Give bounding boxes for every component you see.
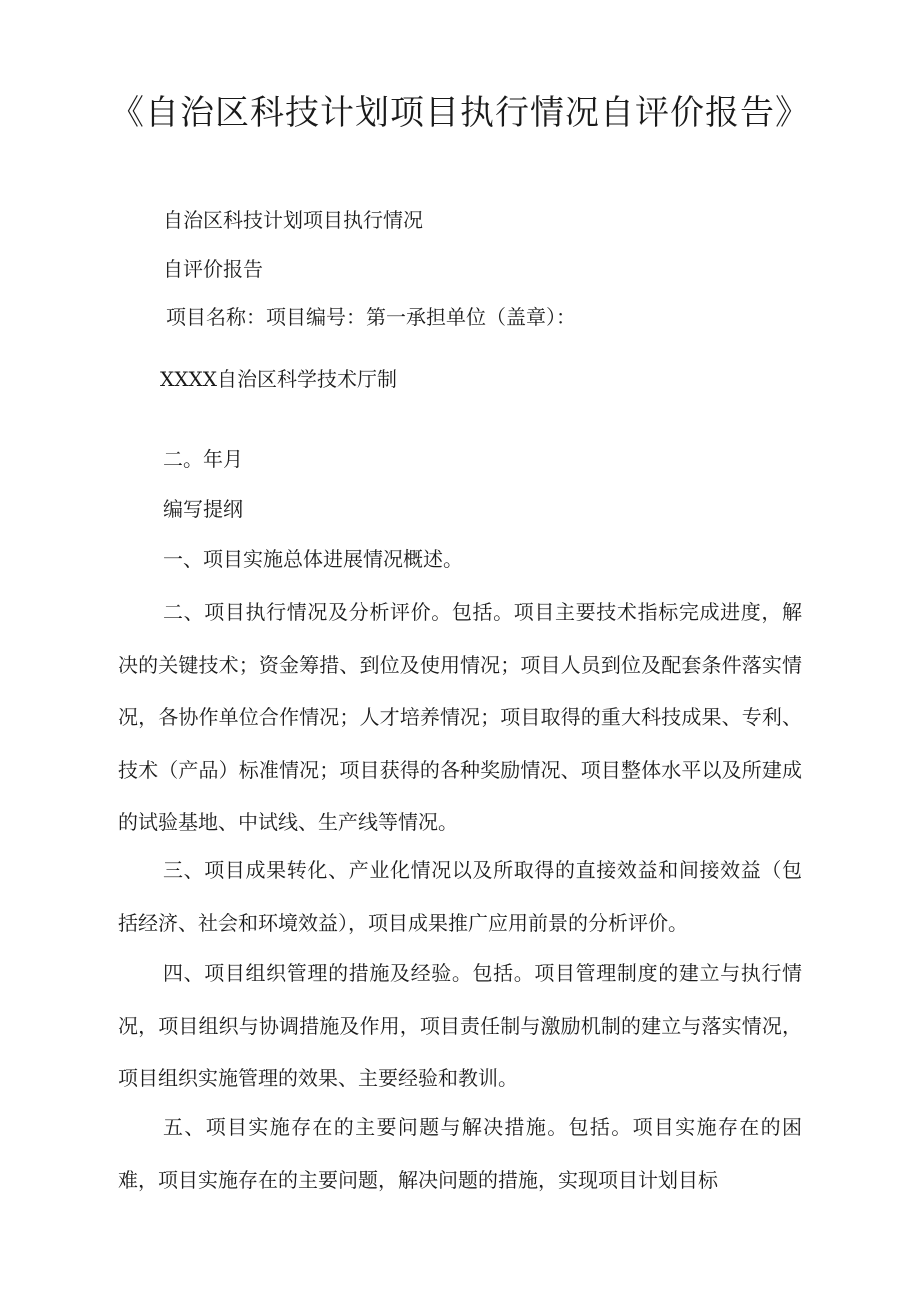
outline-section-2: 二、项目执行情况及分析评价。包括。项目主要技术指标完成进度，解决的关键技术；资金筹措、到位及使用情况；项目人员到位及配套条件落实情况，各协作单位合作情况；人才培养情况；项目取得的重大科技成果、专利、技术（产品）标准情况；项目获得的各种奖励情况、项目整体水平以及所建成的试验基地、中试线、生产线等情况。 [118, 600, 802, 834]
issuer-line: XXXX自治区科学技术厅制 [160, 367, 397, 391]
outline-section-4: 四、项目组织管理的措施及经验。包括。项目管理制度的建立与执行情况，项目组织与协调措施及作用，项目责任制与激励机制的建立与落实情况，项目组织实施管理的效果、主要经验和教训。 [118, 961, 802, 1090]
project-fields-line: 项目名称：项目编号：第一承担单位（盖章）： [166, 305, 576, 329]
document-title: 《自治区科技计划项目执行情况自评价报告》 [110, 93, 810, 133]
outline-section-3: 三、项目成果转化、产业化情况以及所取得的直接效益和间接效益（包括经济、社会和环境效益），项目成果推广应用前景的分析评价。 [118, 858, 802, 935]
cover-line-title: 自治区科技计划项目执行情况 [163, 208, 423, 232]
date-line: 二。年月 [163, 447, 243, 471]
outline-section-1: 一、项目实施总体进展情况概述。 [163, 547, 463, 571]
outline-section-5: 五、项目实施存在的主要问题与解决措施。包括。项目实施存在的困难，项目实施存在的主要问题，解决问题的措施，实现项目计划目标 [118, 1115, 802, 1192]
outline-heading: 编写提纲 [163, 497, 243, 521]
cover-line-subtitle: 自评价报告 [163, 257, 263, 281]
